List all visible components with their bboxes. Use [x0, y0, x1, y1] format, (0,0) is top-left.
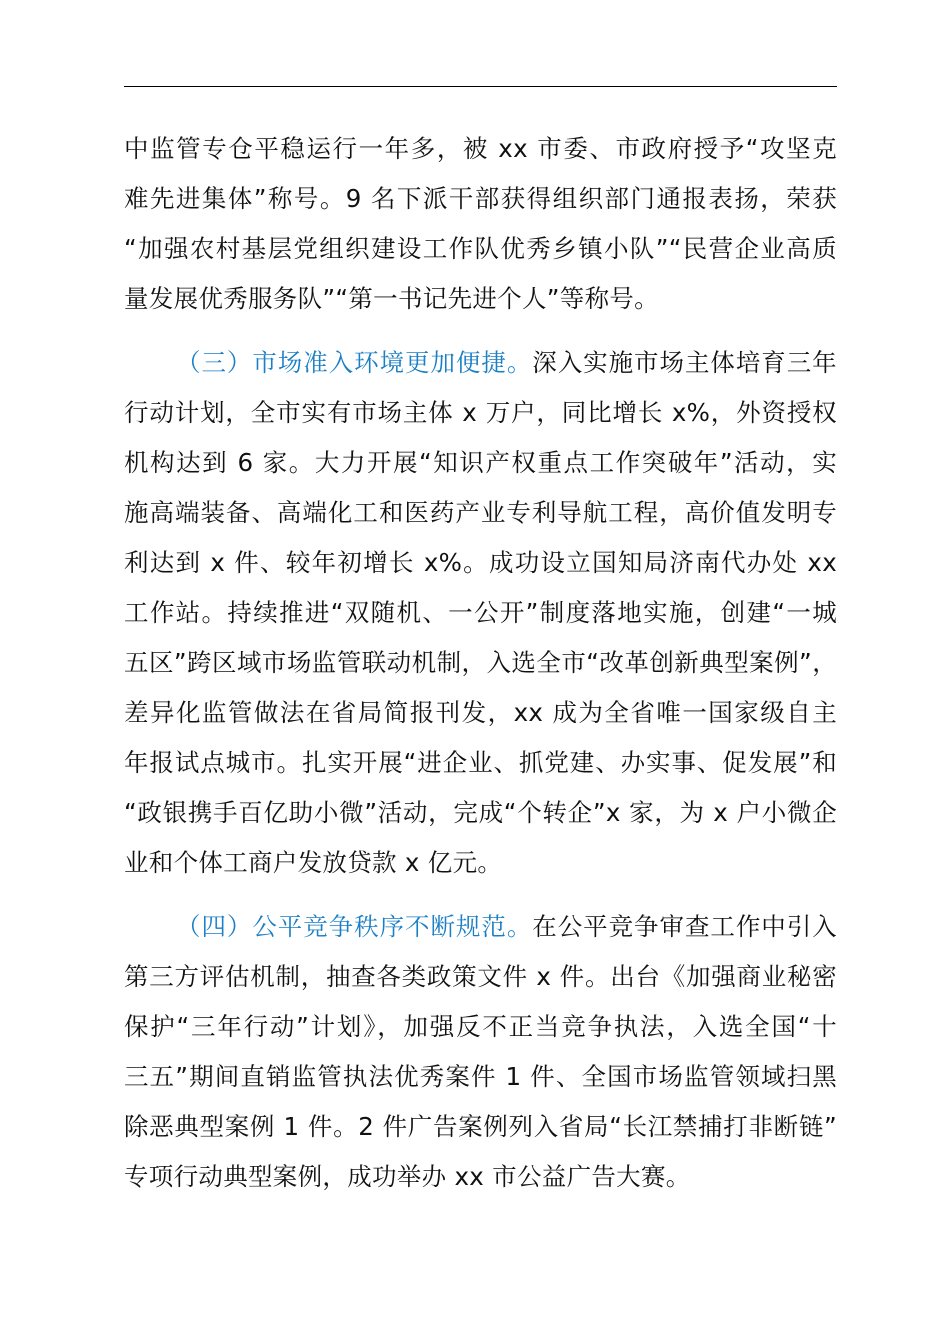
para2-line-11: 业和个体工商户发放贷款 x 亿元。	[124, 848, 503, 877]
para3-line-4: 三五”期间直销监管执法优秀案件 1 件、全国市场监管领域扫黑	[124, 1062, 837, 1091]
para2-line-6: 工作站。持续推进“双随机、一公开”制度落地实施，创建“一城	[124, 598, 837, 627]
para3-first-line	[176, 910, 837, 944]
para2-first-line	[176, 346, 837, 380]
para1-line-2: 难先进集体”称号。9 名下派干部获得组织部门通报表扬，荣获	[124, 184, 837, 213]
para1-line-4: 量发展优秀服务队”“第一书记先进个人”等称号。	[124, 284, 659, 313]
section-heading-3: （三）市场准入环境更加便捷。	[176, 348, 533, 377]
para2-line-9: 年报试点城市。扎实开展“进企业、抓党建、办实事、促发展”和	[124, 748, 837, 777]
para3-line-6: 专项行动典型案例，成功举办 xx 市公益广告大赛。	[124, 1162, 691, 1191]
para2-line-7: 五区”跨区域市场监管联动机制，入选全市“改革创新典型案例”，	[124, 648, 837, 677]
para2-line-4: 施高端装备、高端化工和医药产业专利导航工程，高价值发明专	[124, 498, 837, 527]
para1-line-1: 中监管专仓平稳运行一年多，被 xx 市委、市政府授予“攻坚克	[124, 134, 837, 163]
para2-line-2: 行动计划，全市实有市场主体 x 万户，同比增长 x%，外资授权	[124, 398, 837, 427]
section-heading-4: （四）公平竞争秩序不断规范。	[176, 912, 533, 941]
para3-line-5: 除恶典型案例 1 件。2 件广告案例列入省局“长江禁捕打非断链”	[124, 1112, 837, 1141]
para2-line-8: 差异化监管做法在省局简报刊发，xx 成为全省唯一国家级自主	[124, 698, 837, 727]
header-rule	[124, 86, 837, 87]
para2-line-5: 利达到 x 件、较年初增长 x%。成功设立国知局济南代办处 xx	[124, 548, 837, 577]
para2-line-10: “政银携手百亿助小微”活动，完成“个转企”x 家，为 x 户小微企	[124, 798, 837, 827]
para3-line-2: 第三方评估机制，抽查各类政策文件 x 件。出台《加强商业秘密	[124, 962, 837, 991]
para3-first-line-text: 在公平竞争审查工作中引入	[532, 912, 837, 941]
para2-first-line-text: 深入实施市场主体培育三年	[532, 348, 837, 377]
para2-line-3: 机构达到 6 家。大力开展“知识产权重点工作突破年”活动，实	[124, 448, 837, 477]
para3-line-3: 保护“三年行动”计划》，加强反不正当竞争执法，入选全国“十	[124, 1012, 837, 1041]
para1-line-3: “加强农村基层党组织建设工作队优秀乡镇小队”“民营企业高质	[124, 234, 837, 263]
